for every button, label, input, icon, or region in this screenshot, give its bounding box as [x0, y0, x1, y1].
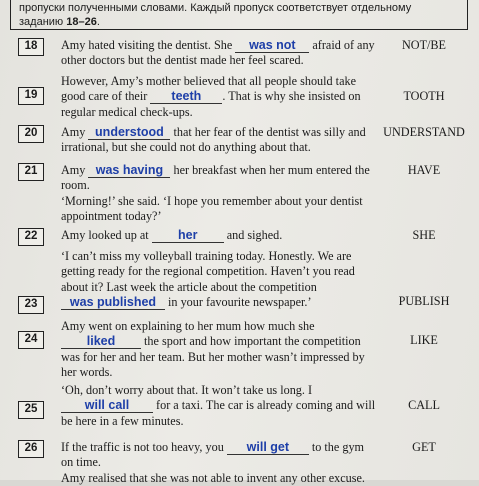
task-text-18: [61, 38, 376, 69]
task-26-before: If the traffic is not too heavy, you: [61, 440, 227, 454]
task-text-25: [61, 383, 376, 429]
task-18-after: afraid of any other doctors but the dentist made her feel scared.: [61, 38, 375, 68]
answer-field-19[interactable]: teeth: [150, 90, 222, 104]
task-18-before: Amy hated visiting the dentist. She: [61, 38, 236, 52]
task-21-before: Amy: [61, 163, 89, 177]
task-text-22: [61, 228, 376, 243]
task-19-before: However, Amy’s mother believed that all people should take good care of their: [61, 74, 356, 104]
task-25-before: ‘Oh, don’t worry about that. It won’t take us long. I: [61, 383, 313, 397]
answer-field-26[interactable]: will get: [227, 441, 309, 455]
key-word-24: LIKE: [410, 333, 438, 347]
task-text-23: [61, 249, 376, 311]
task-number-26: 26: [18, 440, 44, 458]
task-number-24: 24: [18, 331, 44, 349]
task-number-23: 23: [18, 296, 44, 314]
answer-field-21[interactable]: was having: [88, 164, 170, 178]
task-24-before: Amy went on explaining to her mum how much she: [61, 319, 315, 333]
instructions-line-2-prefix: заданию: [19, 16, 67, 28]
task-text-19: [61, 74, 376, 120]
answer-field-23[interactable]: was published: [61, 296, 165, 310]
task-number-25: 25: [18, 401, 44, 419]
key-word-21: HAVE: [407, 163, 441, 177]
answer-field-25[interactable]: will call: [61, 399, 153, 413]
task-number-22: 22: [18, 228, 44, 246]
task-text-26: [61, 440, 376, 486]
task-number-18: 18: [18, 38, 44, 56]
task-19-after: . That is why she insisted on regular medical check-ups.: [61, 89, 361, 119]
answer-field-18[interactable]: was not: [235, 39, 309, 53]
task-number-21: 21: [18, 163, 44, 181]
task-number-19: 19: [18, 87, 44, 105]
task-text-24: [61, 319, 376, 381]
task-number-20: 20: [18, 125, 44, 143]
task-21-dialogue: ‘Morning!’ she said. ‘I hope you remember about your dentist appointment today?’: [61, 193, 363, 224]
answer-field-22[interactable]: her: [152, 229, 224, 243]
task-26-continuation: Amy realised that she was not able to invent any other excuse.: [61, 470, 365, 485]
task-22-before: Amy looked up at: [61, 228, 152, 242]
key-word-20: UNDERSTAND: [383, 125, 465, 139]
key-word-25: CALL: [408, 398, 440, 412]
key-word-18: NOT/BE: [401, 38, 446, 52]
task-23-before: ‘I can’t miss my volleyball training today. Honestly. We are getting ready for the regional competition. Haven’t you read about it? Last week the article about the competition: [61, 249, 355, 294]
task-22-after: and sighed.: [223, 228, 283, 242]
instructions-line-2-suffix: .: [96, 16, 100, 28]
instructions-task-range: 18–26: [66, 16, 97, 28]
instructions-box: [10, 0, 468, 30]
key-word-19: TOOTH: [403, 89, 445, 103]
task-25-after: for a taxi. The car is already coming and will be here in a few minutes.: [61, 398, 376, 428]
key-word-22: SHE: [412, 228, 436, 242]
answer-field-20[interactable]: understood: [88, 126, 170, 140]
key-word-26: GET: [412, 440, 436, 454]
instructions-line-1: пропуски полученными словами. Каждый пропуск соответствует отдельному: [19, 2, 412, 14]
key-word-23: PUBLISH: [398, 294, 450, 308]
task-text-20: [61, 125, 376, 156]
task-26-after: to the gym on time.: [61, 440, 365, 470]
task-24-after: the sport and how important the competition was for her and her team. But her mother wasn’t impressed by her words.: [61, 334, 365, 380]
answer-field-24[interactable]: liked: [61, 335, 141, 349]
task-20-before: Amy: [61, 125, 89, 139]
task-21-after: her breakfast when her mum entered the room.: [61, 163, 370, 193]
task-23-after: in your favourite newspaper.’: [165, 295, 312, 310]
task-20-after: that her fear of the dentist was silly and irrational, but she could not do anything about that.: [61, 125, 366, 155]
task-text-21: [61, 163, 376, 225]
